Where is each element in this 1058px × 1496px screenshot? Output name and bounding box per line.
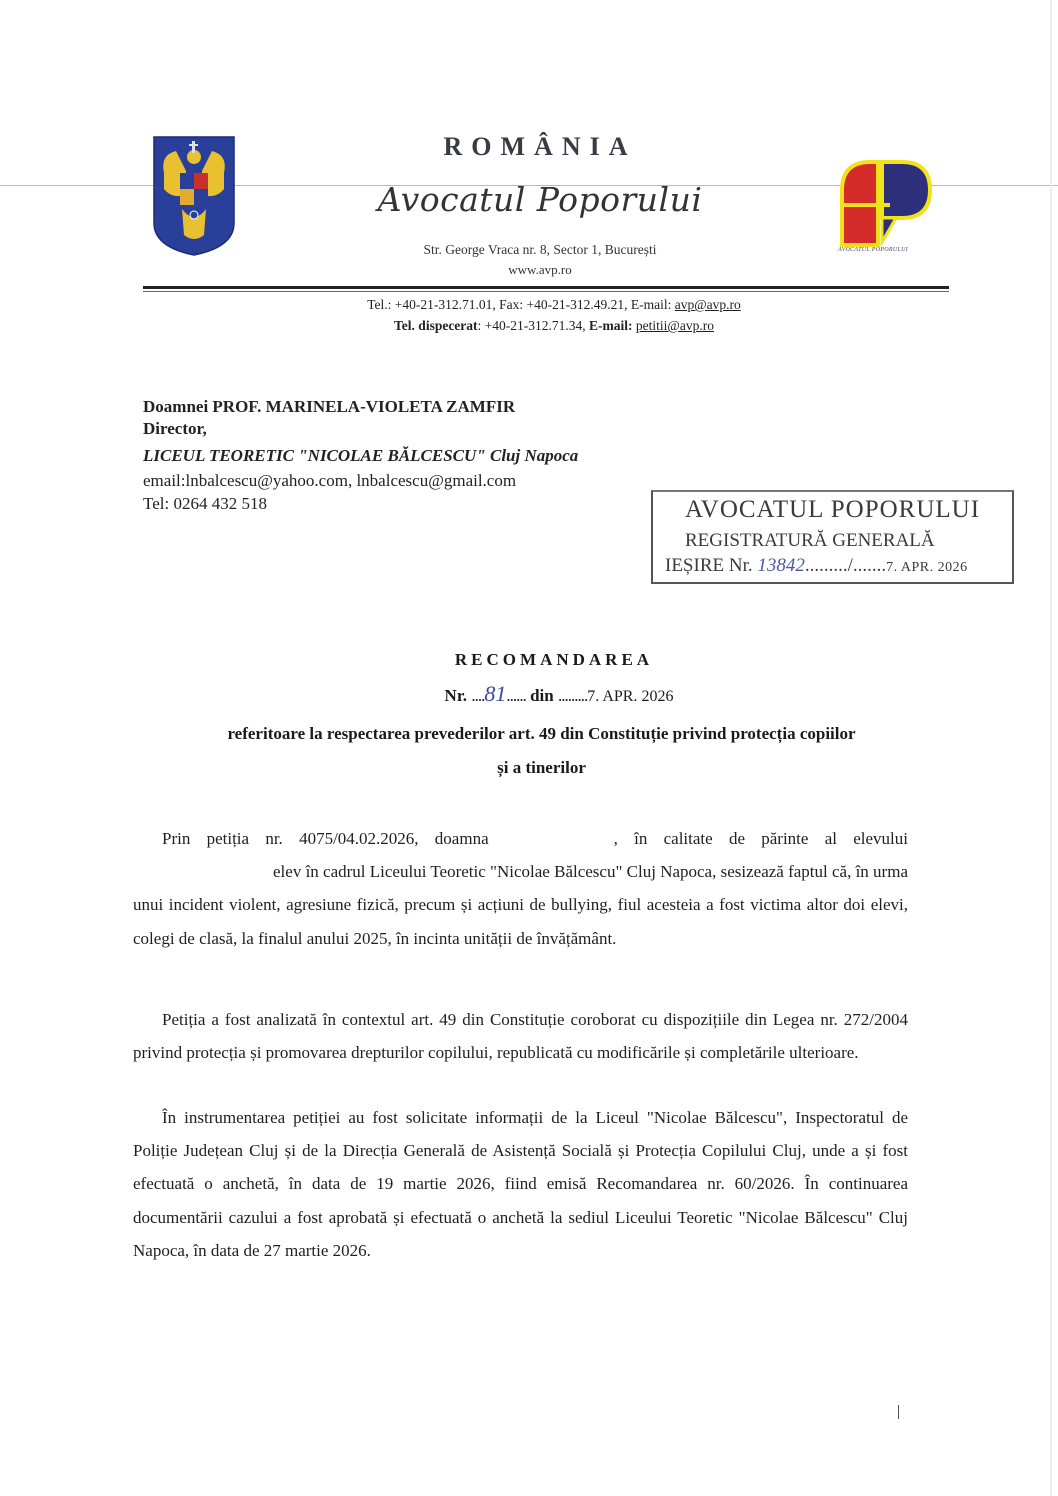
paragraph-investigation (133, 1101, 908, 1267)
registry-stamp (651, 490, 1014, 584)
p2-text: Petiția a fost analizată în contextul art. 49 din Constituție coroborat cu dispozițiile din Legea nr. 272/2004 privind protecția și promovarea drepturilor copilului, republicată cu modificările și completările ulterioare. (133, 1010, 908, 1063)
logo-caption: AVOCATUL POPORULUI (838, 247, 909, 253)
p1-part-c: elev în cadrul Liceului Teoretic "Nicolae Bălcescu" Cluj Napoca, sesizează faptul că, în urma unui incident violent, agresiune fizică, precum și acțiuni de bullying, fiul acesteia a fost victima altor doi elevi, colegi de clasă, la finalul anului 2025, în incinta unității de învățământ. (133, 862, 908, 948)
dispatch-email-label: E-mail: (589, 318, 633, 333)
addressee-name: Doamnei PROF. MARINELA-VIOLETA ZAMFIR (143, 397, 516, 416)
stamp-number: 13842 (757, 555, 805, 576)
dispatch-label: Tel. dispecerat (394, 318, 478, 333)
stamp-date: 7. APR. 2026 (886, 560, 968, 575)
institution-name: Avocatul Poporului (377, 180, 703, 219)
document-number: 81 (484, 681, 507, 706)
p3-text: În instrumentarea petiției au fost solicitate informații de la Liceul "Nicolae Bălcescu", Inspectoratul de Poliție Județean Cluj și de la Direcția Generală de Asistență Socială și Protecția Copilului Cluj, unde a și fost efectuată o anchetă, în data de 19 martie 2026, fiind emisă Recomandarea nr. 60/2026. În continuarea documentării cazului a fost aprobată și efectuată o anchetă la sediul Liceului Teoretic "Nicolae Bălcescu" Cluj Napoca, în data de 27 martie 2026. (133, 1108, 908, 1260)
paragraph-petition (133, 822, 908, 955)
document-number-line: Nr. ....81...... din .........7. APR. 2026 (444, 681, 674, 706)
p1-part-b: , în calitate de părinte al elevului (613, 829, 908, 848)
header-divider-thin (143, 291, 949, 292)
p1-part-a: Prin petiția nr. 4075/04.02.2026, doamna (162, 829, 489, 848)
stamp-exit-line: IEȘIRE Nr. 13842........./.......7. APR. 2026 (665, 555, 968, 576)
document-title: RECOMANDAREA (454, 650, 654, 669)
addressee-phone: Tel: 0264 432 518 (143, 494, 267, 513)
nr-label: Nr. (444, 686, 468, 705)
document-date: 7. APR. 2026 (587, 688, 674, 705)
email-link-petitii[interactable]: petitii@avp.ro (635, 318, 714, 333)
email-link-avp[interactable]: avp@avp.ro (674, 297, 741, 312)
contact-line-dispatch (0, 318, 1058, 334)
contact-line-main (0, 297, 1058, 313)
addressee-title: Director, (143, 419, 207, 438)
addressee-institution: LICEUL TEORETIC "NICOLAE BĂLCESCU" Cluj Napoca (143, 446, 579, 465)
header-divider (143, 286, 949, 289)
stamp-exit-label: IEȘIRE Nr. (665, 555, 753, 576)
page-mark (898, 1405, 899, 1419)
document-subject-line2: și a tinerilor (497, 758, 586, 777)
contact-phones: Tel.: +40-21-312.71.01, Fax: +40-21-312.49.21, E-mail: (367, 297, 675, 312)
website-link[interactable]: www.avp.ro (508, 262, 572, 277)
stamp-registry: REGISTRATURĂ GENERALĂ (685, 530, 935, 551)
paragraph-analysis (133, 1003, 908, 1069)
country-title: ROMÂNIA (443, 132, 637, 161)
din-label: din (530, 686, 554, 705)
addressee-emails: email:lnbalcescu@yahoo.com, lnbalcescu@gmail.com (143, 471, 517, 490)
document-subject-line1: referitoare la respectarea prevederilor art. 49 din Constituție privind protecția copiilor (227, 724, 856, 743)
stamp-institution: AVOCATUL POPORULUI (684, 496, 981, 523)
institution-address: Str. George Vraca nr. 8, Sector 1, București (423, 242, 657, 257)
scan-page-edge (1050, 0, 1052, 1496)
dispatch-phone: : +40-21-312.71.34, (477, 318, 590, 333)
